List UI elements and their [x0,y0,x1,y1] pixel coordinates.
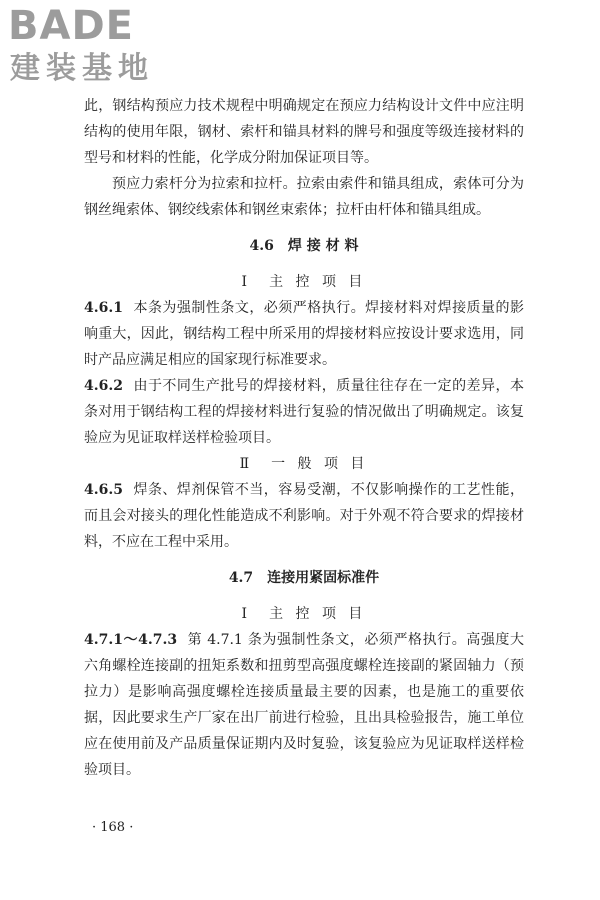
clause-4-7-1-to-4-7-3 [84,627,524,783]
clause-text: 焊条、焊剂保管不当，容易受潮，不仅影响操作的工艺性能，而且会对接头的理化性能造成不利影响。对于外观不符合要求的焊接材料，不应在工程中采用。 [84,482,524,550]
clause-text: 第 4.7.1 条为强制性条文，必须严格执行。高强度大六角螺栓连接副的扭矩系数和扭剪型高强度螺栓连接副的紧固轴力（预拉力）是影响高强度螺栓连接质量最主要的因素，也是施工的重要依据，因此要求生产厂家在出厂前进行检验，且出具检验报告，施工单位应在使用前及产品质量保证期内及时复验，该复验应为见证取样送样检验项目。 [84,632,524,778]
bade-logo [8,4,183,94]
clause-number: 4.6.1 [84,300,123,316]
section-4-7-heading [84,565,524,591]
logo-wordmark: BADE [8,3,134,49]
page-number: · 168 · [92,820,134,835]
section-title: 焊 接 材 料 [287,238,359,254]
subsection-main-items: Ⅰ 主 控 项 目 [241,606,367,622]
document-page [84,93,524,783]
section-title: 连接用紧固标准件 [267,570,380,586]
subsection-main-items: Ⅰ 主 控 项 目 [241,274,367,290]
section-number: 4.7 [228,570,254,586]
subsection-general-items: Ⅱ 一 般 项 目 [239,456,369,472]
clause-text: 本条为强制性条文，必须严格执行。焊接材料对焊接质量的影响重大，因此，钢结构工程中所采用的焊接材料应按设计要求选用，同时产品应满足相应的国家现行标准要求。 [84,300,524,368]
intro-paragraph-1: 此，钢结构预应力技术规程中明确规定在预应力结构设计文件中应注明结构的使用年限，钢材、索杆和锚具材料的牌号和强度等级连接材料的型号和材料的性能，化学成分附加保证项目等。 [84,98,524,166]
clause-number: 4.7.1～4.7.3 [84,632,178,648]
logo-subtitle: 建装基地 [10,51,154,86]
intro-paragraph-2: 预应力索杆分为拉索和拉杆。拉索由索件和锚具组成，索体可分为钢丝绳索体、钢绞线索体和钢丝束索体；拉杆由杆体和锚具组成。 [84,176,524,218]
clause-4-6-2 [84,373,524,451]
clause-number: 4.6.2 [84,378,123,394]
clause-text: 由于不同生产批号的焊接材料，质量往往存在一定的差异，本条对用于钢结构工程的焊接材料进行复验的情况做出了明确规定。该复验应为见证取样送样检验项目。 [84,378,524,446]
clause-4-6-1 [84,295,524,373]
clause-number: 4.6.5 [84,482,123,498]
section-number: 4.6 [249,238,274,254]
section-4-6-heading [84,233,524,259]
clause-4-6-5 [84,477,524,555]
